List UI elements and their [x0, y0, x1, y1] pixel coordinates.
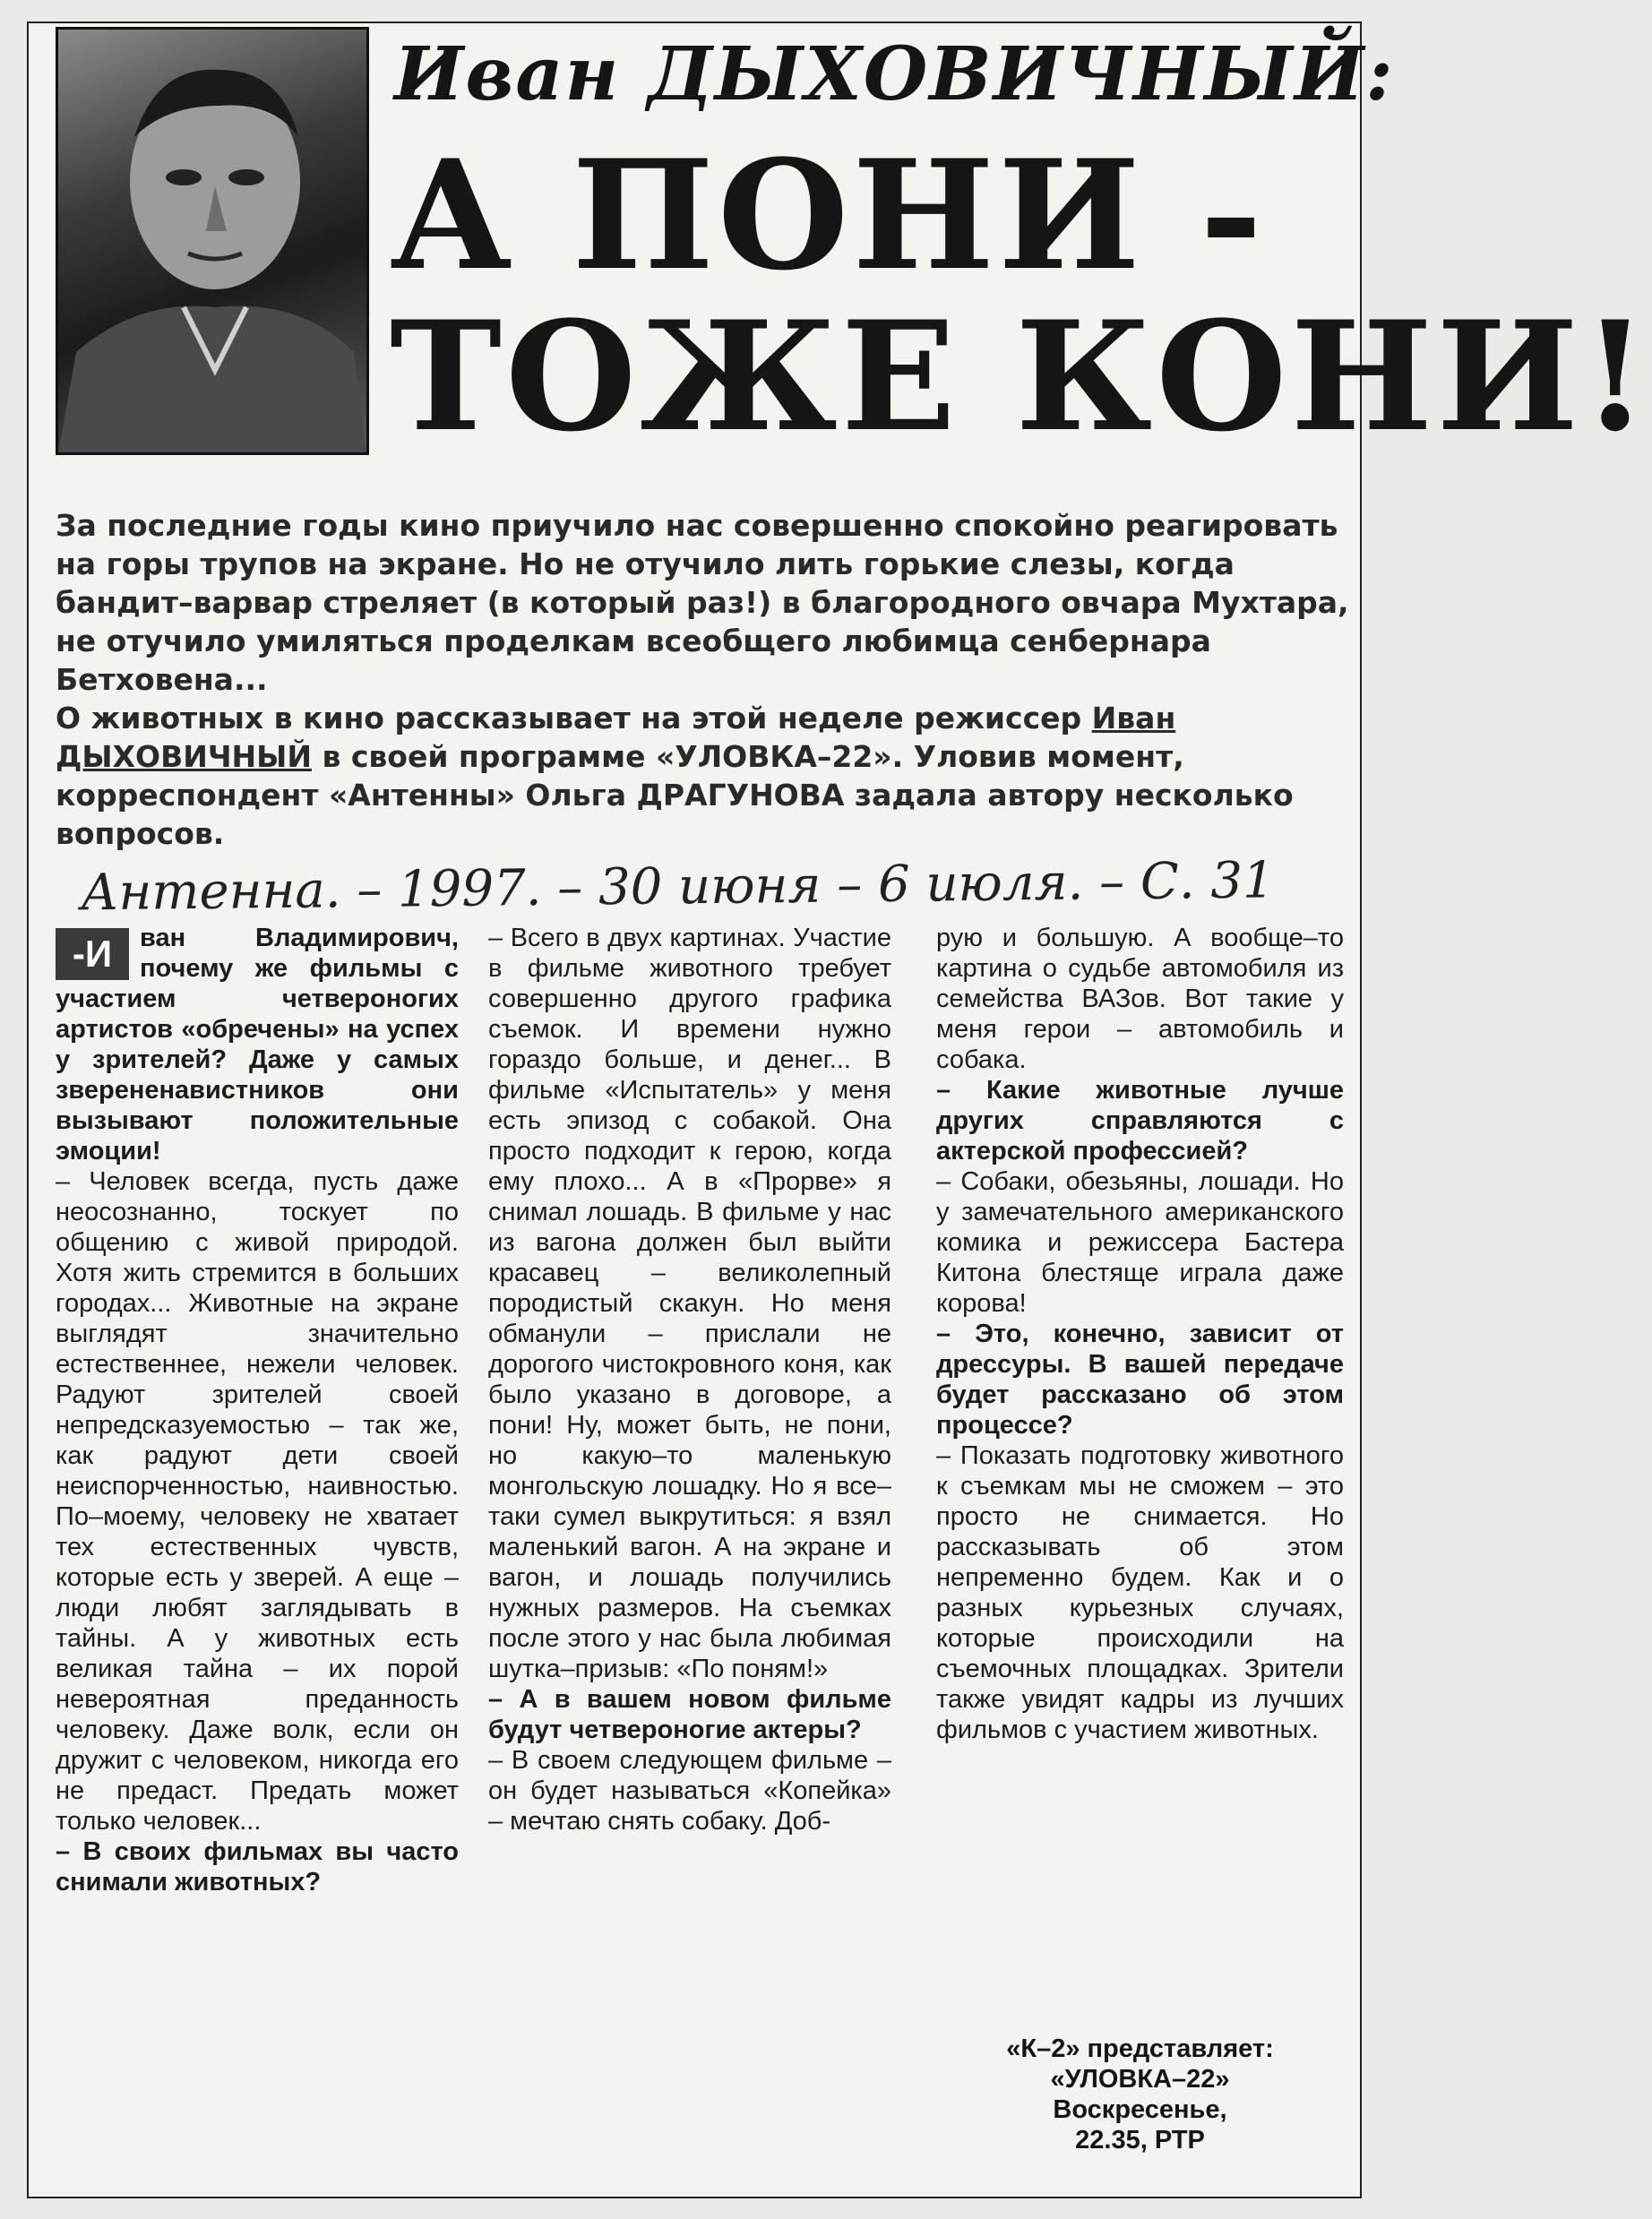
headline-line: А ПОНИ -: [390, 126, 1266, 304]
question: – Это, конечно, зависит от дрессуры. В вашей передаче будет рассказано об этом процессе?: [936, 1320, 1344, 1440]
broadcast-line: Воскресенье,: [1053, 2095, 1227, 2124]
question-text: ван Владимирович, почему же фильмы с участием четвероногих артистов «обречены» на успех у зрителей? Даже у самых зверененавистников они вызывают положительные эмоции!: [56, 924, 459, 1165]
article-column-3: [936, 923, 1344, 1745]
article-column-1: [56, 923, 459, 1897]
broadcast-info: [936, 2034, 1344, 2155]
portrait-photo: [56, 27, 369, 455]
lead-text-end: в своей программе «УЛОВКА–22». Уловив момент, корреспондент «Антенны» Ольга ДРАГУНОВА задала автору несколько вопросов.: [56, 739, 1294, 851]
question: [56, 923, 459, 1166]
handwritten-source-note: Антенна. – 1997. – 30 июня – 6 июля. – С. 31: [80, 851, 1275, 923]
lead-text: [56, 699, 1355, 853]
portrait-illustration: [58, 30, 366, 452]
lead-paragraph: [56, 506, 1355, 853]
lead-text-start: О животных в кино рассказывает на этой неделе режиссер: [56, 701, 1082, 735]
broadcast-line: 22.35, РТР: [1075, 2126, 1205, 2154]
broadcast-line: «К–2» представляет:: [1006, 2034, 1274, 2063]
answer: – Всего в двух картинах. Участие в фильме животного требует совершенно другого графика съемок. И времени нужно гораздо больше, и денег... В фильме «Испытатель» у меня есть эпизод с собакой. Она просто подходит к герою, когда ему плохо... А в «Прорве» я снимал лошадь. В фильме у нас из вагона должен был выйти красавец – великолепный породистый скакун. Но меня обманули – прислали не дорогого чистокровного коня, как было указано в договоре, а пони! Ну, может быть, не пони, но какую–то маленькую монгольскую лошадку. Но я все–таки сумел выкрутиться: я взял маленький вагон. А на экране и вагон, и лошадь получились нужных размеров. На съемках после этого у нас была любимая шутка–призыв: «По поням!»: [488, 924, 891, 1683]
question: – А в вашем новом фильме будут четвероногие актеры?: [488, 1685, 891, 1744]
answer: – Собаки, обезьяны, лошади. Но у замечательного американского комика и режиссера Бастера Китона блестяще играла даже корова!: [936, 1167, 1344, 1318]
article-column-2: [488, 923, 891, 1836]
question: – Какие животные лучше других справляются с актерской профессией?: [936, 1076, 1344, 1165]
headline: [390, 126, 1652, 465]
dropcap: -И: [56, 928, 129, 980]
headline-kicker: Иван ДЫХОВИЧНЫЙ:: [394, 31, 1395, 117]
answer: – Показать подготовку животного к съемкам мы не сможем – это просто не снимается. Но рассказывать об этом непременно будем. Как и о разных курьезных случаях, которые происходили на съемочных площадках. Зрители также увидят кадры из лучших фильмов с участием животных.: [936, 1441, 1344, 1744]
question: – В своих фильмах вы часто снимали животных?: [56, 1837, 459, 1896]
broadcast-line: «УЛОВКА–22»: [1050, 2065, 1230, 2094]
answer: – В своем следующем фильме – он будет называться «Копейка» – мечтаю снять собаку. Доб-: [488, 1746, 891, 1836]
director-name: Иван ДЫХОВИЧНЫЙ: [56, 701, 1176, 774]
lead-text: За последние годы кино приучило нас совершенно спокойно реагировать на горы трупов на экране. Но не отучило лить горькие слезы, когда бандит–варвар стреляет (в который раз!) в благородного овчара Мухтара, не отучило умиляться проделкам всеобщего любимца сенбернара Бетховена...: [56, 508, 1349, 697]
headline-line: ТОЖЕ КОНИ!: [390, 288, 1652, 465]
answer: рую и большую. А вообще–то картина о судьбе автомобиля из семейства ВАЗов. Вот такие у меня герои – автомобиль и собака.: [936, 924, 1344, 1074]
answer: – Человек всегда, пусть даже неосознанно, тоскует по общению с живой природой. Хотя жить стремится в больших городах... Животные на экране выглядят значительно естественнее, нежели человек. Радуют зрителей своей непредсказуемостью – так же, как радуют дети своей неиспорченностью, наивностью. По–моему, человеку не хватает тех естественных чувств, которые есть у зверей. А еще – люди любят заглядывать в тайны. А у животных есть великая тайна – их порой невероятная преданность человеку. Даже волк, если он дружит с человеком, никогда его не предаст. Предать может только человек...: [56, 1167, 459, 1836]
